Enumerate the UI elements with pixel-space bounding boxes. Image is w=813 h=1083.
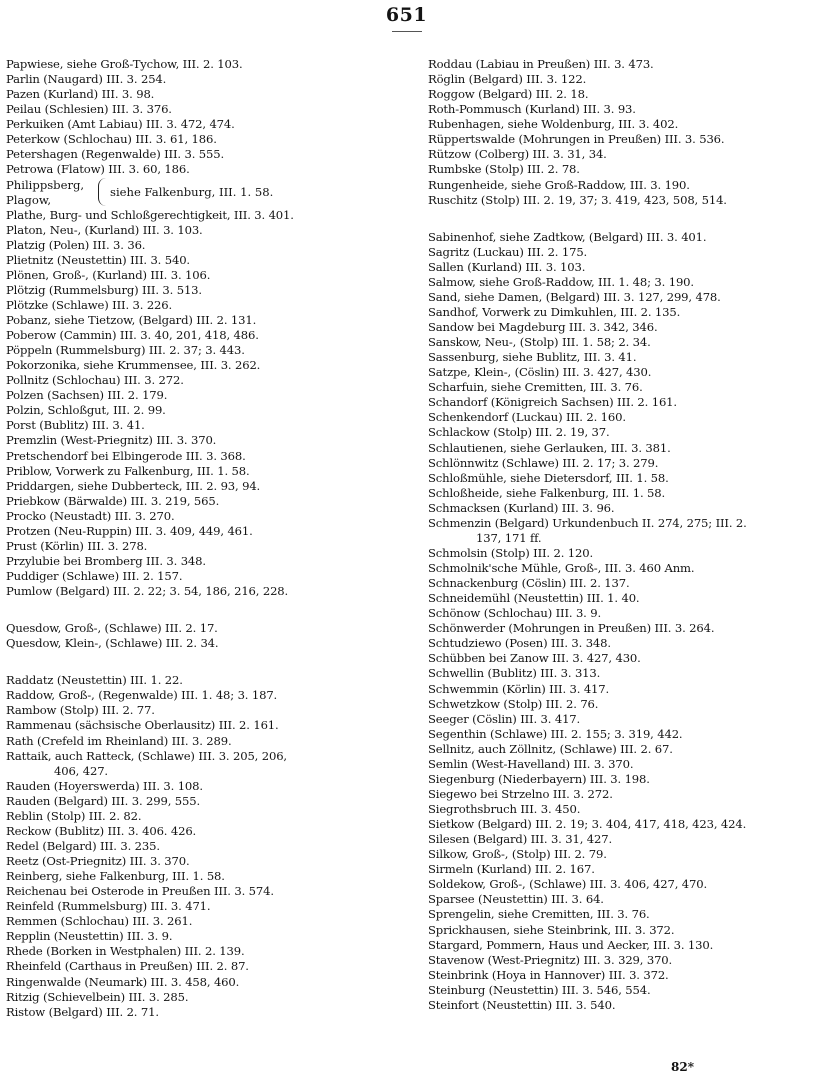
index-entry: Schtudziewo (Posen) III. 3. 348.: [428, 636, 611, 651]
index-entry: Rheinfeld (Carthaus in Preußen) III. 2. 87.: [6, 959, 249, 974]
brace-entry: [6, 178, 402, 208]
index-entry: Parlin (Naugard) III. 3. 254.: [6, 72, 167, 87]
index-entry: Schwemmin (Körlin) III. 3. 417.: [428, 681, 610, 696]
index-entry: Rauden (Belgard) III. 3. 299, 555.: [6, 793, 200, 808]
index-entry: Schlautienen, siehe Gerlauken, III. 3. 381.: [428, 440, 671, 455]
index-entry: Perkuiken (Amt Labiau) III. 3. 472, 474.: [6, 117, 235, 132]
index-group: [6, 57, 402, 178]
index-entry: Platon, Neu-, (Kurland) III. 3. 103.: [6, 222, 203, 237]
index-entry: Silesen (Belgard) III. 3. 31, 427.: [428, 832, 612, 847]
index-entry: Priblow, Vorwerk zu Falkenburg, III. 1. 58.: [6, 463, 250, 478]
index-entry: Schlackow (Stolp) III. 2. 19, 37.: [428, 425, 610, 440]
printer-signature: 82*: [671, 1060, 694, 1074]
group-spacer: [6, 599, 402, 621]
index-entry: Schönwerder (Mohrungen in Preußen) III. 3. 264.: [428, 621, 715, 636]
index-entry: Reinberg, siehe Falkenburg, III. 1. 58.: [6, 869, 225, 884]
index-entry: Rumbske (Stolp) III. 2. 78.: [428, 162, 580, 177]
index-entry: Seeger (Cöslin) III. 3. 417.: [428, 711, 581, 726]
index-entry: Schmenzin (Belgard) Urkundenbuch II. 274, 275; III. 2.: [428, 515, 747, 530]
index-entry: Scharfuin, siehe Cremitten, III. 3. 76.: [428, 380, 643, 395]
index-entry: Petershagen (Regenwalde) III. 3. 555.: [6, 147, 224, 162]
index-entry: Repplin (Neustettin) III. 3. 9.: [6, 929, 173, 944]
index-entry: Silkow, Groß-, (Stolp) III. 2. 79.: [428, 847, 607, 862]
index-entry: Pazen (Kurland) III. 3. 98.: [6, 87, 155, 102]
index-entry: Ritzig (Schievelbein) III. 3. 285.: [6, 989, 189, 1004]
index-entry: Stavenow (West-Priegnitz) III. 3. 329, 370.: [428, 952, 673, 967]
index-entry: Priddargen, siehe Dubberteck, III. 2. 93, 94.: [6, 478, 261, 493]
index-entry: Rauden (Hoyerswerda) III. 3. 108.: [6, 778, 203, 793]
brace-entry-reference: siehe Falkenburg, III. 1. 58.: [110, 184, 274, 199]
index-entry: Sandow bei Magdeburg III. 3. 342, 346.: [428, 320, 658, 334]
index-group: [6, 208, 402, 600]
index-entry: Przylubie bei Bromberg III. 3. 348.: [6, 553, 206, 568]
index-entry: Schübben bei Zanow III. 3. 427, 430.: [428, 651, 641, 666]
index-entry: Soldekow, Groß-, (Schlawe) III. 3. 406, 427, 470.: [428, 877, 708, 892]
index-entry: Peilau (Schlesien) III. 3. 376.: [6, 102, 172, 117]
index-group: [428, 230, 813, 531]
index-entry: Sassenburg, siehe Bublitz, III. 3. 41.: [428, 350, 637, 365]
index-entry: Reetz (Ost-Priegnitz) III. 3. 370.: [6, 854, 190, 868]
index-entry: Roggow (Belgard) III. 2. 18.: [428, 87, 589, 102]
index-entry: Remmen (Schlochau) III. 3. 261.: [6, 914, 193, 929]
index-entry-continuation: 137, 171 ff.: [476, 530, 542, 545]
index-entry: Sallen (Kurland) III. 3. 103.: [428, 259, 586, 274]
index-entry: Stargard, Pommern, Haus und Aecker, III. 3. 130.: [428, 937, 714, 952]
index-entry: Pumlow (Belgard) III. 2. 22; 3. 54, 186, 216, 228.: [6, 584, 289, 599]
index-entry: Ruschitz (Stolp) III. 2. 19, 37; 3. 419, 423, 508, 514.: [428, 192, 727, 207]
index-entry: Puddiger (Schlawe) III. 2. 157.: [6, 569, 183, 583]
index-entry: Raddow, Groß-, (Regenwalde) III. 1. 48; 3. 187.: [6, 688, 278, 703]
index-entry: Papwiese, siehe Groß-Tychow, III. 2. 103.: [6, 57, 243, 71]
index-entry: Steinfort (Neustettin) III. 3. 540.: [428, 997, 616, 1012]
index-group: [428, 546, 813, 1013]
index-entry: Procko (Neustadt) III. 3. 270.: [6, 508, 175, 523]
index-entry: Sellnitz, auch Zöllnitz, (Schlawe) III. 2. 67.: [428, 741, 673, 756]
index-entry: Peterkow (Schlochau) III. 3. 61, 186.: [6, 132, 217, 147]
brace-entry-line: Philippsberg,: [6, 177, 85, 192]
index-entry: Schmolnik'sche Mühle, Groß-, III. 3. 460 Anm.: [428, 561, 695, 575]
index-entry: Pöppeln (Rummelsburg) III. 2. 37; 3. 443.: [6, 343, 245, 358]
index-entry: Rammenau (sächsische Oberlausitz) III. 2. 161.: [6, 718, 279, 733]
index-entry: Sprengelin, siehe Cremitten, III. 3. 76.: [428, 907, 650, 922]
index-entry: Sand, siehe Damen, (Belgard) III. 3. 127, 299, 478.: [428, 289, 721, 304]
index-group: [6, 621, 402, 651]
index-entry: Raddatz (Neustettin) III. 1. 22.: [6, 673, 183, 688]
index-entry: Platzig (Polen) III. 3. 36.: [6, 237, 146, 252]
brace-mark: [98, 178, 107, 206]
index-entry: Schönow (Schlochau) III. 3. 9.: [428, 606, 602, 621]
index-entry: Rungenheide, siehe Groß-Raddow, III. 3. 190.: [428, 177, 690, 192]
index-entry: Pretschendorf bei Elbingerode III. 3. 368.: [6, 448, 246, 463]
index-column-left: [6, 57, 402, 1020]
index-entry: Schmacksen (Kurland) III. 3. 96.: [428, 500, 615, 515]
index-entry: Plötzke (Schlawe) III. 3. 226.: [6, 297, 173, 312]
index-entry: Poberow (Cammin) III. 3. 40, 201, 418, 486.: [6, 328, 259, 342]
index-entry: Rüppertswalde (Mohrungen in Preußen) III. 3. 536.: [428, 132, 725, 147]
index-entry: Schenkendorf (Luckau) III. 2. 160.: [428, 410, 626, 425]
index-entry: Schandorf (Königreich Sachsen) III. 2. 161.: [428, 395, 677, 410]
index-entry: Ringenwalde (Neumark) III. 3. 458, 460.: [6, 974, 240, 989]
index-entry: Plönen, Groß-, (Kurland) III. 3. 106.: [6, 267, 211, 282]
index-entry: Salmow, siehe Groß-Raddow, III. 1. 48; 3. 190.: [428, 274, 694, 289]
index-entry: Plietnitz (Neustettin) III. 3. 540.: [6, 252, 190, 267]
group-spacer: [6, 651, 402, 673]
index-entry: Ristow (Belgard) III. 2. 71.: [6, 1004, 159, 1019]
index-entry: Steinburg (Neustettin) III. 3. 546, 554.: [428, 982, 651, 997]
index-group: [428, 57, 813, 208]
index-entry: Pobanz, siehe Tietzow, (Belgard) III. 2. 131.: [6, 312, 257, 327]
index-entry: Reckow (Bublitz) III. 3. 406. 426.: [6, 823, 197, 838]
index-entry: Sabinenhof, siehe Zadtkow, (Belgard) III. 3. 401.: [428, 229, 707, 244]
index-entry: Quesdow, Groß-, (Schlawe) III. 2. 17.: [6, 621, 218, 636]
index-entry: Roddau (Labiau in Preußen) III. 3. 473.: [428, 57, 654, 71]
index-entry: Schnackenburg (Cöslin) III. 2. 137.: [428, 576, 630, 591]
index-column-right: [428, 57, 813, 1013]
index-entry: Rath (Crefeld im Rheinland) III. 3. 289.: [6, 733, 232, 748]
index-entry: Pollnitz (Schlochau) III. 3. 272.: [6, 373, 184, 388]
index-entry: Roth-Pommusch (Kurland) III. 3. 93.: [428, 102, 636, 117]
index-entry: Prust (Körlin) III. 3. 278.: [6, 538, 148, 553]
index-entry: Rhede (Borken in Westphalen) III. 2. 139.: [6, 944, 245, 959]
index-entry: Quesdow, Klein-, (Schlawe) III. 2. 34.: [6, 636, 219, 651]
index-entry: Rattaik, auch Ratteck, (Schlawe) III. 3. 205, 206,: [6, 748, 287, 763]
index-entry: Schwetzkow (Stolp) III. 2. 76.: [428, 696, 599, 711]
index-entry: Polzen (Sachsen) III. 2. 179.: [6, 388, 168, 403]
index-entry: Schloßmühle, siehe Dietersdorf, III. 1. 58.: [428, 470, 669, 485]
index-entry: Redel (Belgard) III. 3. 235.: [6, 838, 160, 853]
index-entry: Steinbrink (Hoya in Hannover) III. 3. 372.: [428, 967, 669, 982]
index-entry: Protzen (Neu-Ruppin) III. 3. 409, 449, 461.: [6, 523, 253, 538]
index-entry: Satzpe, Klein-, (Cöslin) III. 3. 427, 430.: [428, 365, 652, 380]
page-number: 651: [385, 4, 428, 26]
index-entry: Siegewo bei Strzelno III. 3. 272.: [428, 786, 613, 801]
index-entry: Porst (Bublitz) III. 3. 41.: [6, 418, 145, 433]
index-entry: Polzin, Schloßgut, III. 2. 99.: [6, 403, 166, 418]
index-group: [6, 779, 402, 1020]
index-entry: Sanskow, Neu-, (Stolp) III. 1. 58; 2. 34.: [428, 335, 651, 350]
index-entry-continuation: 406, 427.: [54, 763, 108, 778]
index-group: [6, 673, 402, 763]
index-entry: Röglin (Belgard) III. 3. 122.: [428, 72, 587, 87]
index-entry: Rambow (Stolp) III. 2. 77.: [6, 703, 155, 718]
index-entry: Schloßheide, siehe Falkenburg, III. 1. 58.: [428, 485, 666, 500]
index-entry: Rubenhagen, siehe Woldenburg, III. 3. 402.: [428, 117, 679, 132]
index-entry: Semlin (West-Havelland) III. 3. 370.: [428, 756, 634, 771]
index-entry: Schmolsin (Stolp) III. 2. 120.: [428, 545, 594, 560]
index-entry: Plötzig (Rummelsburg) III. 3. 513.: [6, 282, 202, 297]
index-entry: Rützow (Colberg) III. 3. 31, 34.: [428, 147, 607, 162]
index-entry: Schneidemühl (Neustettin) III. 1. 40.: [428, 591, 640, 606]
index-entry: Sagritz (Luckau) III. 2. 175.: [428, 244, 588, 259]
index-entry: Reinfeld (Rummelsburg) III. 3. 471.: [6, 899, 211, 914]
brace-entry-line: Plagow,: [6, 192, 52, 207]
index-entry: Pokorzonika, siehe Krummensee, III. 3. 262.: [6, 358, 261, 373]
index-entry: Plathe, Burg- und Schloßgerechtigkeit, III. 3. 401.: [6, 207, 294, 222]
index-entry: Sietkow (Belgard) III. 2. 19; 3. 404, 417, 418, 423, 424.: [428, 817, 747, 832]
index-entry: Siegenburg (Niederbayern) III. 3. 198.: [428, 771, 650, 786]
index-entry: Sirmeln (Kurland) III. 2. 167.: [428, 862, 595, 877]
index-entry: Segenthin (Schlawe) III. 2. 155; 3. 319, 442.: [428, 726, 683, 741]
header-rule: [392, 31, 422, 32]
index-entry: Sandhof, Vorwerk zu Dimkuhlen, III. 2. 135.: [428, 304, 681, 319]
index-entry: Premzlin (West-Priegnitz) III. 3. 370.: [6, 433, 217, 448]
index-entry: Petrowa (Flatow) III. 3. 60, 186.: [6, 162, 190, 177]
index-entry: Sprickhausen, siehe Steinbrink, III. 3. 372.: [428, 922, 675, 937]
index-entry: Schwellin (Bublitz) III. 3. 313.: [428, 666, 601, 681]
index-entry: Reichenau bei Osterode in Preußen III. 3. 574.: [6, 884, 274, 899]
index-entry: Sparsee (Neustettin) III. 3. 64.: [428, 892, 604, 907]
index-entry: Reblin (Stolp) III. 2. 82.: [6, 808, 142, 823]
index-entry: Priebkow (Bärwalde) III. 3. 219, 565.: [6, 493, 220, 508]
index-entry: Schlönnwitz (Schlawe) III. 2. 17; 3. 279.: [428, 455, 659, 470]
index-entry: Siegrothsbruch III. 3. 450.: [428, 802, 581, 816]
group-spacer: [428, 208, 813, 230]
